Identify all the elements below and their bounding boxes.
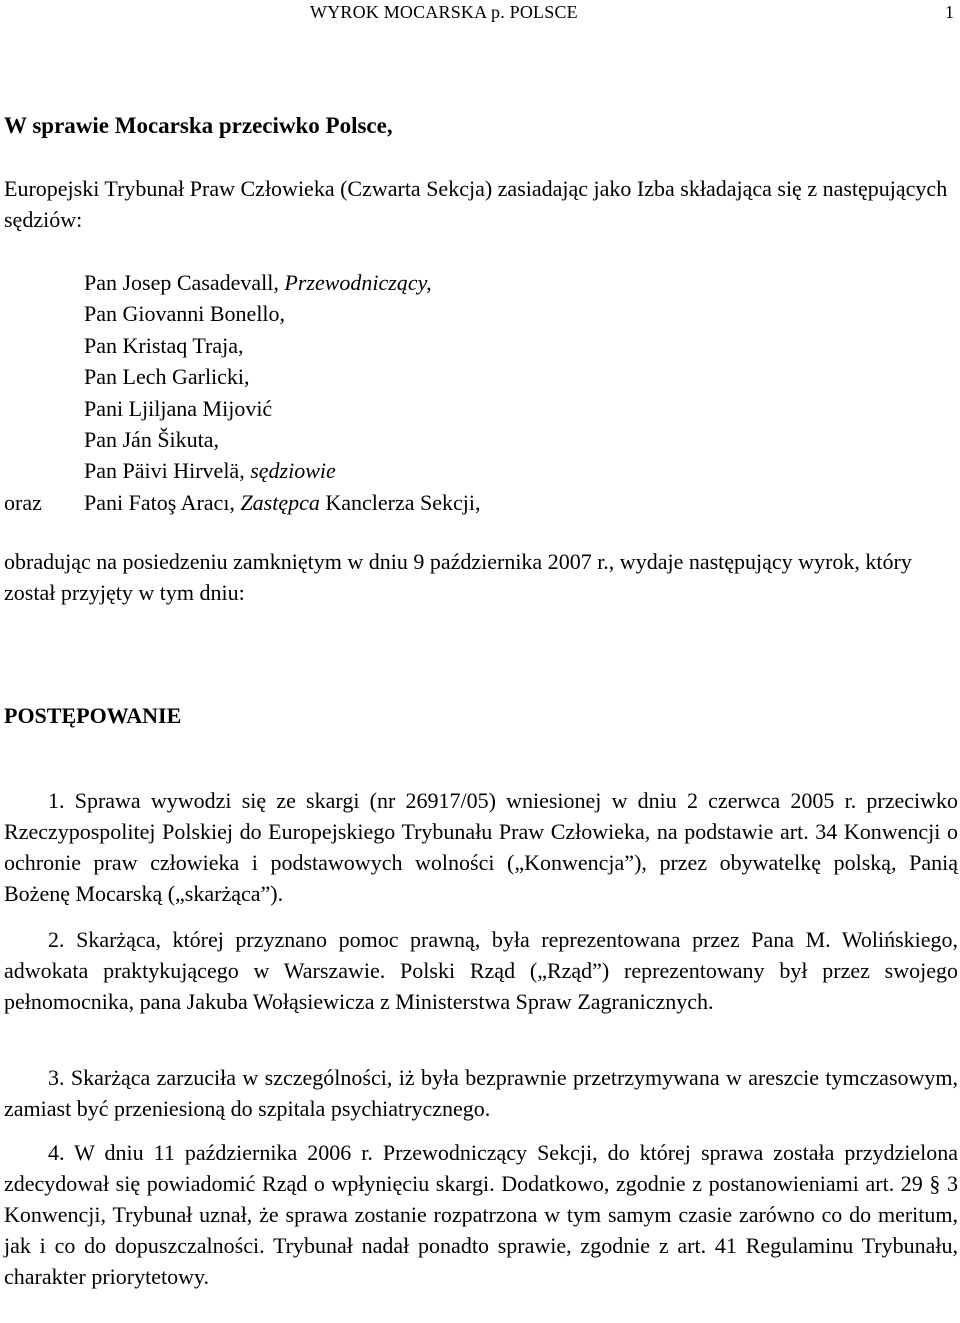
paragraph-number: 2. [48,927,65,952]
judge-name: Pan Ján Šikuta, [84,426,220,452]
judge-name: Pani Fatoş Aracı, [84,489,241,515]
case-title: W sprawie Mocarska przeciwko Polsce, [4,113,393,138]
sitting-paragraph: obradując na posiedzeniu zamkniętym w dniu 9 października 2007 r., wydaje następujący wyrok, który został przyjęty w tym dniu: [4,549,912,605]
judge-row [4,455,958,486]
numbered-paragraph [4,785,958,909]
judge-role: Zastępca [240,489,320,515]
intro-paragraph: Europejski Trybunał Praw Człowieka (Czwarta Sekcja) zasiadając jako Izba składająca się z następujących sędziów: [4,176,948,232]
paragraph-text: Sprawa wywodzi się ze skargi (nr 26917/05) wniesionej w dniu 2 czerwca 2005 r. przeciwko Rzeczypospolitej Polskiej do Europejskiego Trybunału Praw Człowieka, na podstawie art. 34 Konwencji o ochronie praw człowieka i podstawowych wolności („Konwencja”), przez obywatelkę polską, Panią Bożenę Mocarską („skarżąca”). [4,788,958,906]
paragraph-text: W dniu 11 października 2006 r. Przewodniczący Sekcji, do której sprawa została przydzielona zdecydował się powiadomić Rząd o wpłynięciu skargi. Dodatkowo, zgodnie z postanowieniami art. 29 § 3 Konwencji, Trybunał uznał, że sprawa zostanie rozpatrzona w tym samym czasie zarówno co do meritum, jak i co do dopuszczalności. Trybunał nadał ponadto sprawie, zgodnie z art. 41 Regulaminu Trybunału, charakter priorytetowy. [4,1140,958,1289]
judge-row [4,424,958,455]
judges-list [4,267,958,518]
paragraph-number: 1. [48,788,65,813]
judge-name: Pan Giovanni Bonello, [84,301,286,327]
judge-row [4,330,958,361]
document-page [4,0,959,1289]
judge-name: Pan Josep Casadevall, [84,270,285,295]
judge-row [4,267,958,298]
header-title: WYROK MOCARSKA p. POLSCE [310,2,578,22]
paragraph-text: Skarżąca zarzuciła w szczególności, iż była bezprawnie przetrzymywana w areszcie tymczasowym, zamiast być przeniesioną do szpitala psychiatrycznego. [4,1065,959,1121]
judge-role: sędziowie [250,458,336,484]
paragraph-number: 4. [48,1140,65,1165]
judge-name: Pani Ljiljana Mijović [84,395,273,421]
judge-name: Pan Kristaq Traja, [84,332,244,358]
judge-row [4,487,958,518]
numbered-paragraph [4,1137,958,1292]
numbered-paragraph [4,924,958,1017]
judge-row [4,298,958,329]
judge-row [4,393,958,424]
page-number: 1 [945,2,954,22]
paragraph-number: 3. [48,1065,65,1090]
judge-suffix: Kanclerza Sekcji, [319,489,481,515]
judge-name: Pan Päivi Hirvelä, [84,458,251,484]
numbered-paragraph [4,1062,958,1124]
paragraph-text: Skarżąca, której przyznano pomoc prawną, była reprezentowana przez Pana M. Wolińskiego, adwokata praktykującego w Warszawie. Polski Rząd („Rząd”) reprezentowany był przez swojego pełnomocnika, pana Jakuba Wołąsiewicza z Ministerstwa Spraw Zagranicznych. [4,927,959,1014]
judge-row [4,361,958,392]
judge-role: Przewodniczący, [284,270,432,295]
judge-prefix: oraz [4,489,42,515]
running-header [4,0,958,26]
section-heading: POSTĘPOWANIE [4,703,182,728]
judge-name: Pan Lech Garlicki, [84,364,250,390]
